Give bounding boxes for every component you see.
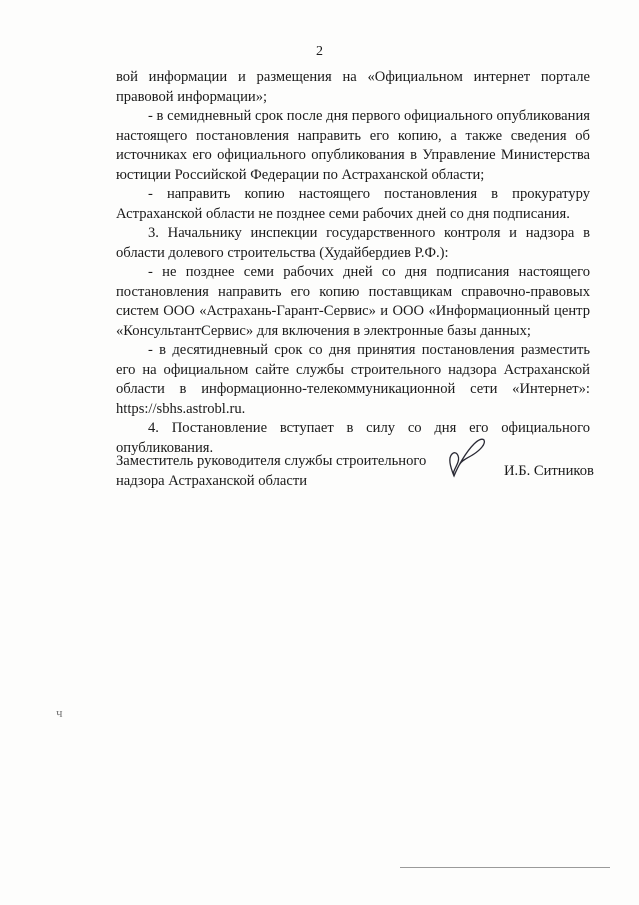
paragraph-item-4: 4. Постановление вступает в силу со дня его официального опубликования.: [116, 420, 590, 456]
paragraph-legal-systems: - не позднее семи рабочих дней со дня подписания настоящего постановления направить его копию поставщикам справочно-правовых систем ООО «Астрахань-Гарант-Сервис» и ООО «Информационный центр «КонсультантСервис» для включения в электронные базы данных;: [116, 264, 590, 339]
page-number: 2: [316, 44, 323, 59]
paragraph-publication-copy: - в семидневный срок после дня первого официального опубликования настоящего постановления направить его копию, а также сведения об источниках его официального опубликования в Управление Министерства юстиции Российской Федерации по Астраханской области;: [116, 108, 590, 183]
bottom-rule: [400, 867, 610, 868]
document-body: [116, 68, 590, 458]
paragraph-item-3: 3. Начальнику инспекции государственного контроля и надзора в области долевого строительства (Худайбердиев Р.Ф.):: [116, 225, 590, 261]
handwritten-signature: [440, 432, 490, 482]
signatory-name: И.Б. Ситников: [504, 463, 594, 479]
margin-mark: ч: [56, 705, 63, 720]
paragraph-continuation: вой информации и размещения на «Официальном интернет портале правовой информации»;: [116, 69, 590, 105]
signatory-position: Заместитель руководителя службы строительного надзора Астраханской области: [116, 453, 427, 489]
paragraph-website: - в десятидневный срок со дня принятия постановления разместить его на официальном сайте службы строительного надзора Астраханской области в информационно-телекоммуникационной сети «Интернет»: https://sbhs.astrobl.ru.: [116, 342, 590, 417]
paragraph-prosecutor-copy: - направить копию настоящего постановления в прокуратуру Астраханской области не позднее семи рабочих дней со дня подписания.: [116, 186, 590, 222]
